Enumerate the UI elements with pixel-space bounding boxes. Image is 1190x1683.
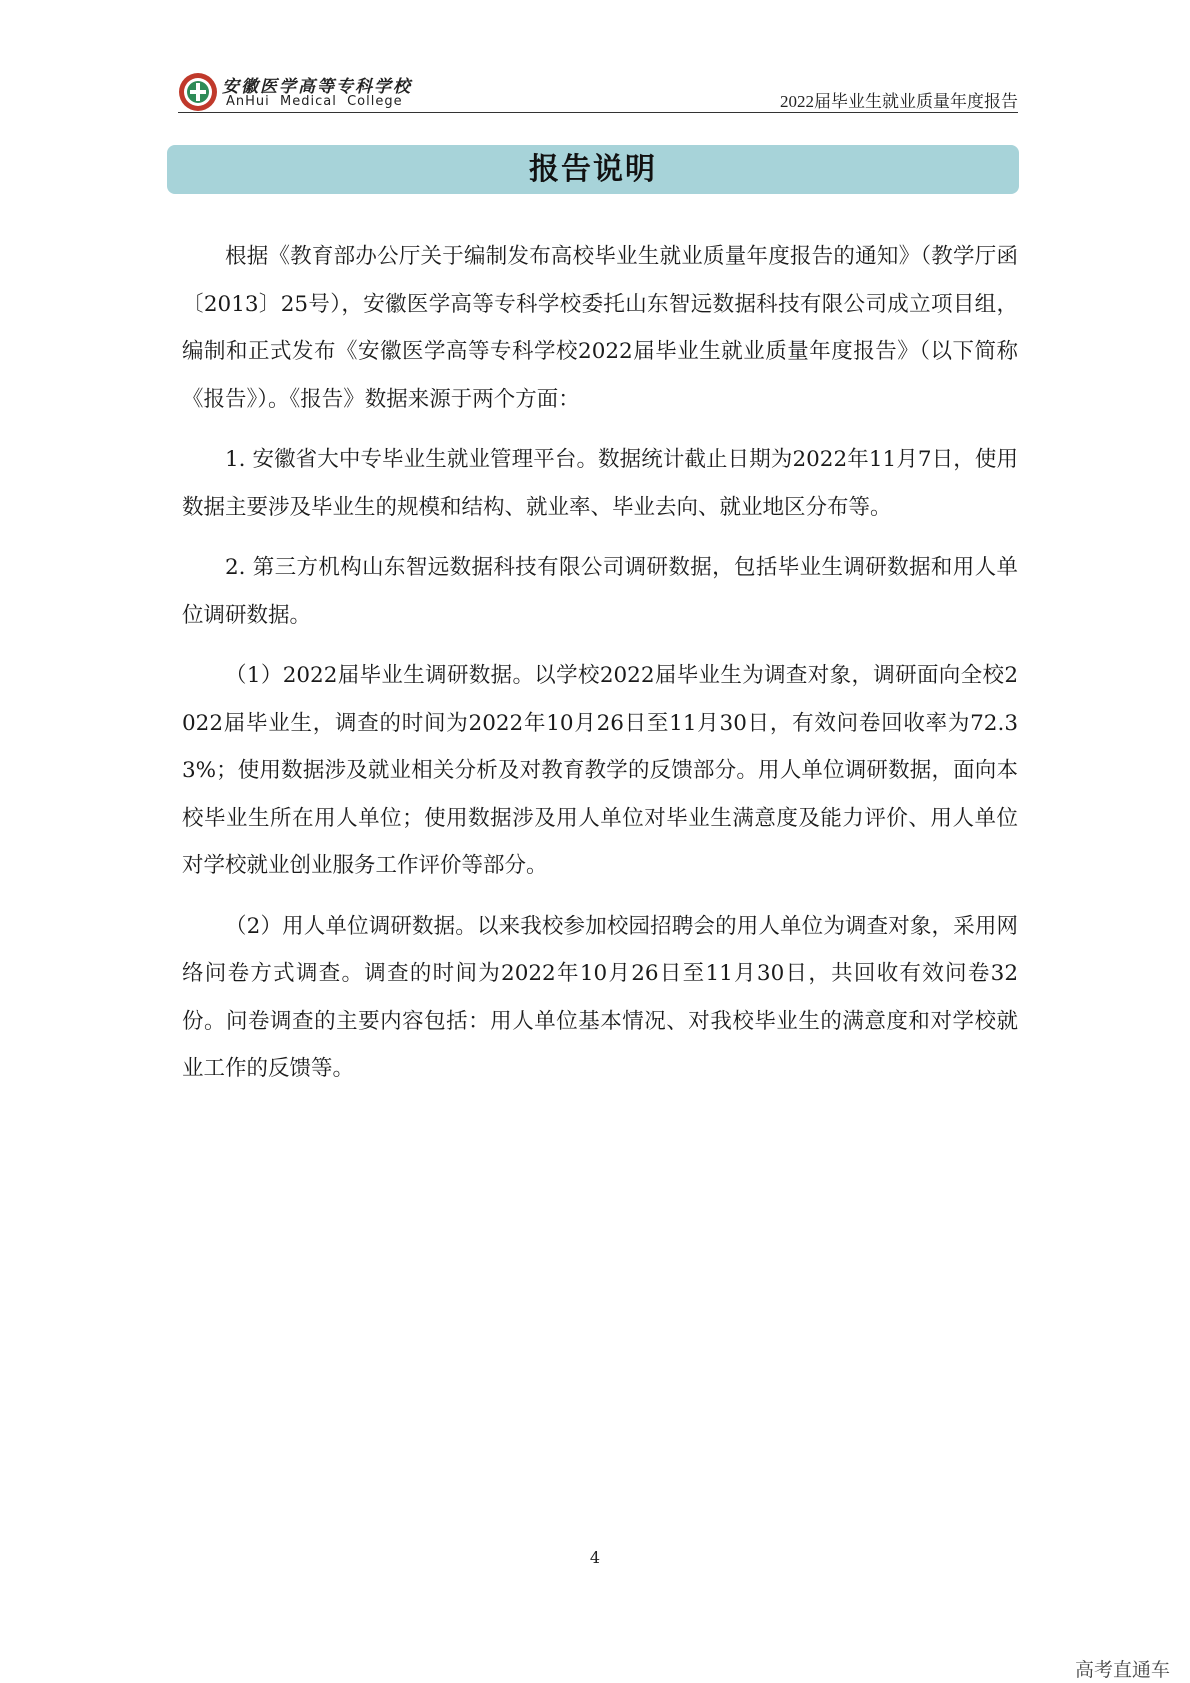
page-header: [178, 68, 1018, 114]
section-title: 报告说明: [529, 152, 657, 187]
intro-paragraph: 根据《教育部办公厅关于编制发布高校毕业生就业质量年度报告的通知》（教学厅函〔2013〕25号），安徽医学高等专科学校委托山东智远数据科技有限公司成立项目组，编制和正式发布《安徽医学高等专科学校2022届毕业生就业质量年度报告》（以下简称《报告》）。《报告》数据来源于两个方面：: [182, 244, 1018, 412]
section-title-bar: [167, 145, 1019, 194]
page-number: 4: [589, 1548, 601, 1567]
report-body: [182, 233, 1018, 1093]
employer-survey-paragraph: （2）用人单位调研数据。以来我校参加校园招聘会的用人单位为调查对象，采用网络问卷方式调查。调查的时间为2022年10月26日至11月30日，共回收有效问卷32份。问卷调查的主要内容包括：用人单位基本情况、对我校毕业生的满意度和对学校就业工作的反馈等。: [182, 913, 1018, 1081]
school-name-en: AnHui Medical College: [226, 94, 403, 109]
report-header-title: 2022届毕业生就业质量年度报告: [780, 92, 1018, 111]
school-logo-icon: [178, 72, 218, 112]
graduate-survey-paragraph: （1）2022届毕业生调研数据。以学校2022届毕业生为调查对象，调研面向全校2022届毕业生，调查的时间为2022年10月26日至11月30日，有效问卷回收率为72.33%；使用数据涉及就业相关分析及对教育教学的反馈部分。用人单位调研数据，面向本校毕业生所在用人单位；使用数据涉及用人单位对毕业生满意度及能力评价、用人单位对学校就业创业服务工作评价等部分。: [182, 663, 1018, 878]
header-divider: [178, 112, 1018, 113]
school-name-cn: 安徽医学高等专科学校: [222, 77, 412, 97]
source-1-paragraph: 1. 安徽省大中专毕业生就业管理平台。数据统计截止日期为2022年11月7日，使用数据主要涉及毕业生的规模和结构、就业率、毕业去向、就业地区分布等。: [182, 447, 1018, 520]
source-2-paragraph: 2. 第三方机构山东智远数据科技有限公司调研数据，包括毕业生调研数据和用人单位调研数据。: [182, 555, 1018, 628]
watermark-text: 高考直通车: [1074, 1659, 1170, 1681]
